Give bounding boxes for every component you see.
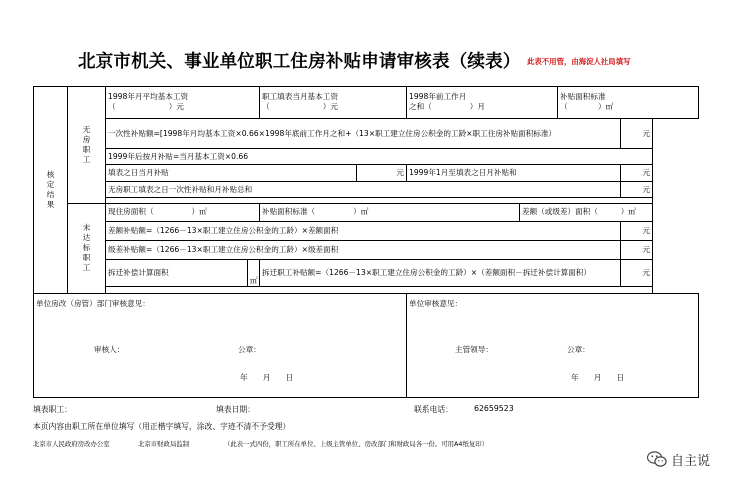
avg-salary-1998-cell[interactable]: 1998年月平均基本工资 （ ）元 bbox=[106, 87, 260, 119]
housing-dept-review-title: 单位房改（房管）部门审核意见： bbox=[36, 299, 150, 309]
watermark-text: 自主说 bbox=[670, 454, 710, 469]
filler-label: 填表职工： bbox=[33, 405, 72, 414]
current-month-subsidy-value[interactable]: 元 bbox=[357, 164, 407, 181]
difference-subsidy-value-cell[interactable]: 元 bbox=[621, 222, 653, 241]
relocation-area-value[interactable]: ㎡ bbox=[248, 259, 260, 287]
current-salary-cell[interactable]: 职工填表当月基本工资 （ ）元 bbox=[260, 87, 407, 119]
work-months-cell[interactable]: 1998年前工作月 之和（ ）月 bbox=[407, 87, 558, 119]
current-month-subsidy-label: 填表之日当月补贴 bbox=[106, 164, 357, 181]
no-house-total-value[interactable]: 元 bbox=[621, 182, 653, 198]
housing-dept-review-cell[interactable] bbox=[34, 293, 407, 397]
relocation-subsidy-formula-cell: 拆迁职工补贴额=（1266－13×职工建立住房公积金的工龄）×（差额面积－拆迁补偿计算面积） bbox=[260, 259, 621, 287]
watermark bbox=[647, 450, 710, 469]
one-time-subsidy-formula-cell: 一次性补贴额=[1998年月均基本工资×0.66×1998年底前工作月之和+（13×职工建立住房公积金的工龄×职工住房补贴面积标准） bbox=[106, 118, 621, 149]
wechat-icon bbox=[647, 451, 667, 468]
left-seal-label: 公章： bbox=[238, 345, 261, 355]
unit-review-cell[interactable] bbox=[407, 293, 699, 397]
page-title: 北京市机关、事业单位职工住房补贴申请审核表（续表） bbox=[78, 52, 521, 72]
audit-form-table bbox=[33, 86, 699, 398]
difference-subsidy-formula-cell: 差额补贴额=（1266－13×职工建立住房公积金的工龄）×差额面积 bbox=[106, 222, 621, 241]
right-date-label: 年 月 日 bbox=[571, 373, 625, 383]
subsidy-area-standard-cell[interactable]: 补贴面积标准 （ ）㎡ bbox=[558, 87, 699, 119]
form-remark: （此表一式四份，职工所在单位、上级主管单位、房改部门和财政局各一份。可用A4纸复印） bbox=[224, 440, 489, 448]
difference-area-cell[interactable]: 差额（或级差）面积（ ）㎡ bbox=[520, 203, 653, 221]
grade-subsidy-value-cell[interactable]: 元 bbox=[621, 241, 653, 259]
subsidy-area-standard-2-cell[interactable]: 补贴面积标准（ ）㎡ bbox=[260, 203, 520, 221]
relocation-subsidy-value-cell[interactable]: 元 bbox=[621, 259, 653, 287]
not-meet-label-cell: 未 达 标 职 工 bbox=[68, 203, 106, 293]
current-housing-area-cell[interactable]: 现住房面积（ ）㎡ bbox=[106, 203, 260, 221]
grade-subsidy-formula-cell: 级差补贴额=（1266－13×职工建立住房公积金的工龄）×级差面积 bbox=[106, 241, 621, 259]
relocation-area-label: 拆迁补偿计算面积 bbox=[106, 259, 248, 287]
phone-value: 62659523 bbox=[474, 404, 514, 413]
phone-label: 联系电话： bbox=[414, 405, 453, 414]
no-house-label-cell: 无 房 职 工 bbox=[68, 87, 106, 204]
cumulative-monthly-subsidy-value[interactable]: 元 bbox=[621, 164, 653, 181]
office-1: 北京市人民政府房改办公室 bbox=[33, 440, 110, 448]
date-label: 填表日期： bbox=[216, 405, 255, 414]
no-house-total-label: 无房职工填表之日一次性补贴和月补贴总和 bbox=[106, 182, 621, 198]
office-2: 北京市财政局监制 bbox=[138, 440, 190, 448]
right-seal-label: 公章： bbox=[567, 345, 590, 355]
title-note: 此表不用管，由海淀人社局填写 bbox=[527, 57, 631, 66]
cumulative-monthly-subsidy-label: 1999年1月至填表之日月补贴和 bbox=[407, 164, 621, 181]
one-time-subsidy-value-cell[interactable]: 元 bbox=[621, 118, 653, 149]
unit-review-title: 单位审核意见： bbox=[409, 299, 463, 309]
leader-label: 主管领导： bbox=[455, 345, 493, 355]
group-label-cell: 核 定 结 果 bbox=[34, 87, 68, 294]
monthly-subsidy-formula-cell: 1999年后按月补贴=当月基本工资×0.66 bbox=[106, 149, 653, 164]
instructions-text: 本页内容由职工所在单位填写（用正楷字填写，涂改、字迹不清不予受理） bbox=[33, 422, 291, 431]
reviewer-label: 审核人： bbox=[94, 345, 125, 355]
left-date-label: 年 月 日 bbox=[240, 373, 294, 383]
